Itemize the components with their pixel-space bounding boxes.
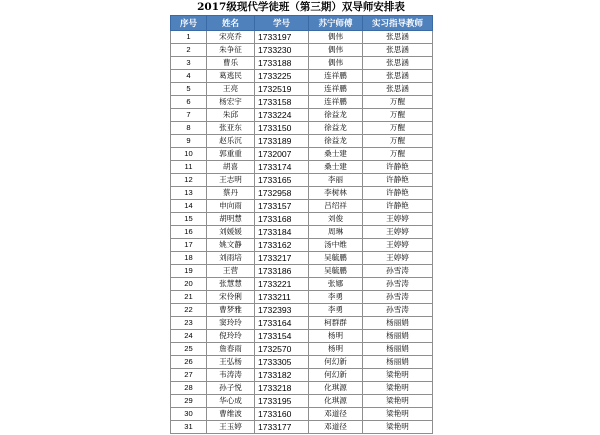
cell-student-id: 1733168 xyxy=(255,213,309,226)
cell-index: 9 xyxy=(171,135,207,148)
cell-instructor: 许静艳 xyxy=(363,187,433,200)
table-row xyxy=(171,161,433,174)
cell-index: 1 xyxy=(171,31,207,44)
cell-instructor: 许静艳 xyxy=(363,174,433,187)
table-row xyxy=(171,44,433,57)
cell-student-id: 1732393 xyxy=(255,304,309,317)
cell-instructor: 张思涵 xyxy=(363,83,433,96)
cell-suning-mentor: 李勇 xyxy=(309,291,363,304)
table-row xyxy=(171,304,433,317)
cell-index: 7 xyxy=(171,109,207,122)
cell-student-id: 1733165 xyxy=(255,174,309,187)
cell-index: 11 xyxy=(171,161,207,174)
table-row xyxy=(171,369,433,382)
cell-suning-mentor: 偶伟 xyxy=(309,57,363,70)
cell-name: 王营 xyxy=(207,265,255,278)
cell-instructor: 孙雪涛 xyxy=(363,304,433,317)
cell-name: 朱邱 xyxy=(207,109,255,122)
table-row xyxy=(171,96,433,109)
cell-index: 23 xyxy=(171,317,207,330)
cell-student-id: 1732570 xyxy=(255,343,309,356)
cell-student-id: 1733184 xyxy=(255,226,309,239)
cell-suning-mentor: 偶伟 xyxy=(309,31,363,44)
cell-instructor: 张思涵 xyxy=(363,31,433,44)
table-row xyxy=(171,70,433,83)
cell-student-id: 1733217 xyxy=(255,252,309,265)
cell-instructor: 张思涵 xyxy=(363,57,433,70)
cell-index: 30 xyxy=(171,408,207,421)
cell-student-id: 1732519 xyxy=(255,83,309,96)
cell-student-id: 1733186 xyxy=(255,265,309,278)
table-row xyxy=(171,408,433,421)
cell-name: 葛逃民 xyxy=(207,70,255,83)
cell-suning-mentor: 张娜 xyxy=(309,278,363,291)
cell-suning-mentor: 徐益龙 xyxy=(309,135,363,148)
cell-student-id: 1733221 xyxy=(255,278,309,291)
cell-suning-mentor: 柯群群 xyxy=(309,317,363,330)
header-suning-mentor: 苏宁师傅 xyxy=(309,16,363,31)
table-row xyxy=(171,252,433,265)
cell-instructor: 梁艳明 xyxy=(363,421,433,434)
cell-index: 29 xyxy=(171,395,207,408)
cell-index: 22 xyxy=(171,304,207,317)
cell-index: 12 xyxy=(171,174,207,187)
table-row xyxy=(171,291,433,304)
cell-index: 17 xyxy=(171,239,207,252)
cell-index: 24 xyxy=(171,330,207,343)
cell-student-id: 1732958 xyxy=(255,187,309,200)
cell-name: 姚文静 xyxy=(207,239,255,252)
cell-name: 窦玲玲 xyxy=(207,317,255,330)
cell-instructor: 杨丽娟 xyxy=(363,343,433,356)
cell-name: 刘雨培 xyxy=(207,252,255,265)
cell-name: 曹维波 xyxy=(207,408,255,421)
table-row xyxy=(171,265,433,278)
cell-suning-mentor: 何幻新 xyxy=(309,356,363,369)
cell-index: 14 xyxy=(171,200,207,213)
cell-name: 詹春雨 xyxy=(207,343,255,356)
cell-instructor: 万醒 xyxy=(363,148,433,161)
cell-name: 倪玲玲 xyxy=(207,330,255,343)
cell-suning-mentor: 连祥鹏 xyxy=(309,70,363,83)
table-row xyxy=(171,343,433,356)
table-row xyxy=(171,148,433,161)
cell-student-id: 1733177 xyxy=(255,421,309,434)
cell-instructor: 许静艳 xyxy=(363,161,433,174)
table-row xyxy=(171,226,433,239)
header-index: 序号 xyxy=(171,16,207,31)
cell-name: 张亚东 xyxy=(207,122,255,135)
cell-suning-mentor: 李丽 xyxy=(309,174,363,187)
table-row xyxy=(171,135,433,148)
cell-index: 3 xyxy=(171,57,207,70)
cell-index: 26 xyxy=(171,356,207,369)
cell-student-id: 1733188 xyxy=(255,57,309,70)
table-body xyxy=(171,31,433,434)
cell-index: 4 xyxy=(171,70,207,83)
table-row xyxy=(171,187,433,200)
cell-suning-mentor: 杨明 xyxy=(309,343,363,356)
cell-suning-mentor: 吴毓鹏 xyxy=(309,252,363,265)
cell-suning-mentor: 邓道径 xyxy=(309,408,363,421)
cell-index: 16 xyxy=(171,226,207,239)
cell-suning-mentor: 李树林 xyxy=(309,187,363,200)
cell-name: 张慧慧 xyxy=(207,278,255,291)
table-row xyxy=(171,278,433,291)
cell-instructor: 张思涵 xyxy=(363,70,433,83)
cell-student-id: 1733182 xyxy=(255,369,309,382)
table-row xyxy=(171,174,433,187)
cell-student-id: 1733162 xyxy=(255,239,309,252)
cell-student-id: 1733164 xyxy=(255,317,309,330)
cell-instructor: 王婷婷 xyxy=(363,213,433,226)
cell-instructor: 许静艳 xyxy=(363,200,433,213)
cell-index: 28 xyxy=(171,382,207,395)
cell-suning-mentor: 何幻新 xyxy=(309,369,363,382)
cell-name: 宋亮乔 xyxy=(207,31,255,44)
cell-name: 刘媛媛 xyxy=(207,226,255,239)
cell-student-id: 1733197 xyxy=(255,31,309,44)
cell-instructor: 万醒 xyxy=(363,122,433,135)
cell-name: 申向雨 xyxy=(207,200,255,213)
cell-suning-mentor: 吕绍祥 xyxy=(309,200,363,213)
table-row xyxy=(171,330,433,343)
cell-suning-mentor: 吴毓鹏 xyxy=(309,265,363,278)
cell-student-id: 1733189 xyxy=(255,135,309,148)
cell-suning-mentor: 周琳 xyxy=(309,226,363,239)
header-student-id: 学号 xyxy=(255,16,309,31)
cell-student-id: 1733154 xyxy=(255,330,309,343)
cell-name: 华心成 xyxy=(207,395,255,408)
cell-suning-mentor: 刘俊 xyxy=(309,213,363,226)
table-row xyxy=(171,317,433,330)
table-row xyxy=(171,356,433,369)
schedule-sheet xyxy=(170,0,432,435)
cell-index: 5 xyxy=(171,83,207,96)
cell-instructor: 王婷婷 xyxy=(363,252,433,265)
table-row xyxy=(171,421,433,434)
cell-instructor: 孙雪涛 xyxy=(363,278,433,291)
cell-instructor: 王婷婷 xyxy=(363,226,433,239)
cell-name: 杨宏宇 xyxy=(207,96,255,109)
cell-student-id: 1733160 xyxy=(255,408,309,421)
cell-instructor: 杨丽娟 xyxy=(363,356,433,369)
cell-name: 赵乐沉 xyxy=(207,135,255,148)
cell-index: 18 xyxy=(171,252,207,265)
header-row xyxy=(171,16,433,31)
cell-index: 10 xyxy=(171,148,207,161)
cell-suning-mentor: 连祥鹏 xyxy=(309,96,363,109)
cell-name: 王亮 xyxy=(207,83,255,96)
cell-instructor: 孙雪涛 xyxy=(363,265,433,278)
schedule-table xyxy=(170,15,433,434)
cell-name: 蔡丹 xyxy=(207,187,255,200)
cell-suning-mentor: 桑士建 xyxy=(309,161,363,174)
cell-name: 宋伶俐 xyxy=(207,291,255,304)
cell-student-id: 1733224 xyxy=(255,109,309,122)
table-row xyxy=(171,382,433,395)
cell-suning-mentor: 化琪源 xyxy=(309,382,363,395)
cell-index: 8 xyxy=(171,122,207,135)
cell-suning-mentor: 桑士建 xyxy=(309,148,363,161)
cell-name: 王弘杨 xyxy=(207,356,255,369)
cell-student-id: 1733195 xyxy=(255,395,309,408)
table-row xyxy=(171,395,433,408)
cell-student-id: 1733150 xyxy=(255,122,309,135)
cell-instructor: 梁艳明 xyxy=(363,395,433,408)
cell-name: 朱争征 xyxy=(207,44,255,57)
table-row xyxy=(171,122,433,135)
table-row xyxy=(171,83,433,96)
cell-name: 孙子悦 xyxy=(207,382,255,395)
cell-index: 15 xyxy=(171,213,207,226)
table-row xyxy=(171,200,433,213)
cell-suning-mentor: 偶伟 xyxy=(309,44,363,57)
table-row xyxy=(171,57,433,70)
cell-student-id: 1732007 xyxy=(255,148,309,161)
table-row xyxy=(171,31,433,44)
header-name: 姓名 xyxy=(207,16,255,31)
cell-index: 13 xyxy=(171,187,207,200)
cell-instructor: 万醒 xyxy=(363,96,433,109)
cell-instructor: 王婷婷 xyxy=(363,239,433,252)
cell-name: 胡喜 xyxy=(207,161,255,174)
cell-index: 6 xyxy=(171,96,207,109)
cell-instructor: 梁艳明 xyxy=(363,408,433,421)
cell-instructor: 杨丽娟 xyxy=(363,317,433,330)
cell-name: 曹梦雅 xyxy=(207,304,255,317)
table-row xyxy=(171,109,433,122)
cell-suning-mentor: 连祥鹏 xyxy=(309,83,363,96)
cell-suning-mentor: 杨明 xyxy=(309,330,363,343)
cell-student-id: 1733218 xyxy=(255,382,309,395)
cell-suning-mentor: 邓道径 xyxy=(309,421,363,434)
cell-student-id: 1733158 xyxy=(255,96,309,109)
cell-name: 韦涛涛 xyxy=(207,369,255,382)
cell-index: 20 xyxy=(171,278,207,291)
cell-student-id: 1733230 xyxy=(255,44,309,57)
cell-instructor: 万醒 xyxy=(363,135,433,148)
cell-index: 31 xyxy=(171,421,207,434)
cell-name: 王志明 xyxy=(207,174,255,187)
cell-instructor: 张思涵 xyxy=(363,44,433,57)
cell-student-id: 1733305 xyxy=(255,356,309,369)
cell-index: 19 xyxy=(171,265,207,278)
cell-index: 27 xyxy=(171,369,207,382)
cell-suning-mentor: 汤中维 xyxy=(309,239,363,252)
cell-instructor: 孙雪涛 xyxy=(363,291,433,304)
cell-instructor: 万醒 xyxy=(363,109,433,122)
cell-student-id: 1733157 xyxy=(255,200,309,213)
cell-name: 曹乐 xyxy=(207,57,255,70)
cell-instructor: 梁艳明 xyxy=(363,382,433,395)
cell-suning-mentor: 徐益龙 xyxy=(309,122,363,135)
sheet-title: 2017级现代学徒班（第三期）双导师安排表 xyxy=(197,1,405,13)
cell-name: 胡明慧 xyxy=(207,213,255,226)
cell-instructor: 梁艳明 xyxy=(363,369,433,382)
table-row xyxy=(171,213,433,226)
table-row xyxy=(171,239,433,252)
cell-student-id: 1733174 xyxy=(255,161,309,174)
cell-suning-mentor: 李勇 xyxy=(309,304,363,317)
cell-name: 郭重重 xyxy=(207,148,255,161)
cell-student-id: 1733211 xyxy=(255,291,309,304)
header-instructor: 实习指导教师 xyxy=(363,16,433,31)
cell-instructor: 杨丽娟 xyxy=(363,330,433,343)
cell-index: 25 xyxy=(171,343,207,356)
cell-name: 王玉婷 xyxy=(207,421,255,434)
cell-suning-mentor: 化琪源 xyxy=(309,395,363,408)
cell-suning-mentor: 徐益龙 xyxy=(309,109,363,122)
cell-index: 21 xyxy=(171,291,207,304)
cell-student-id: 1733225 xyxy=(255,70,309,83)
cell-index: 2 xyxy=(171,44,207,57)
